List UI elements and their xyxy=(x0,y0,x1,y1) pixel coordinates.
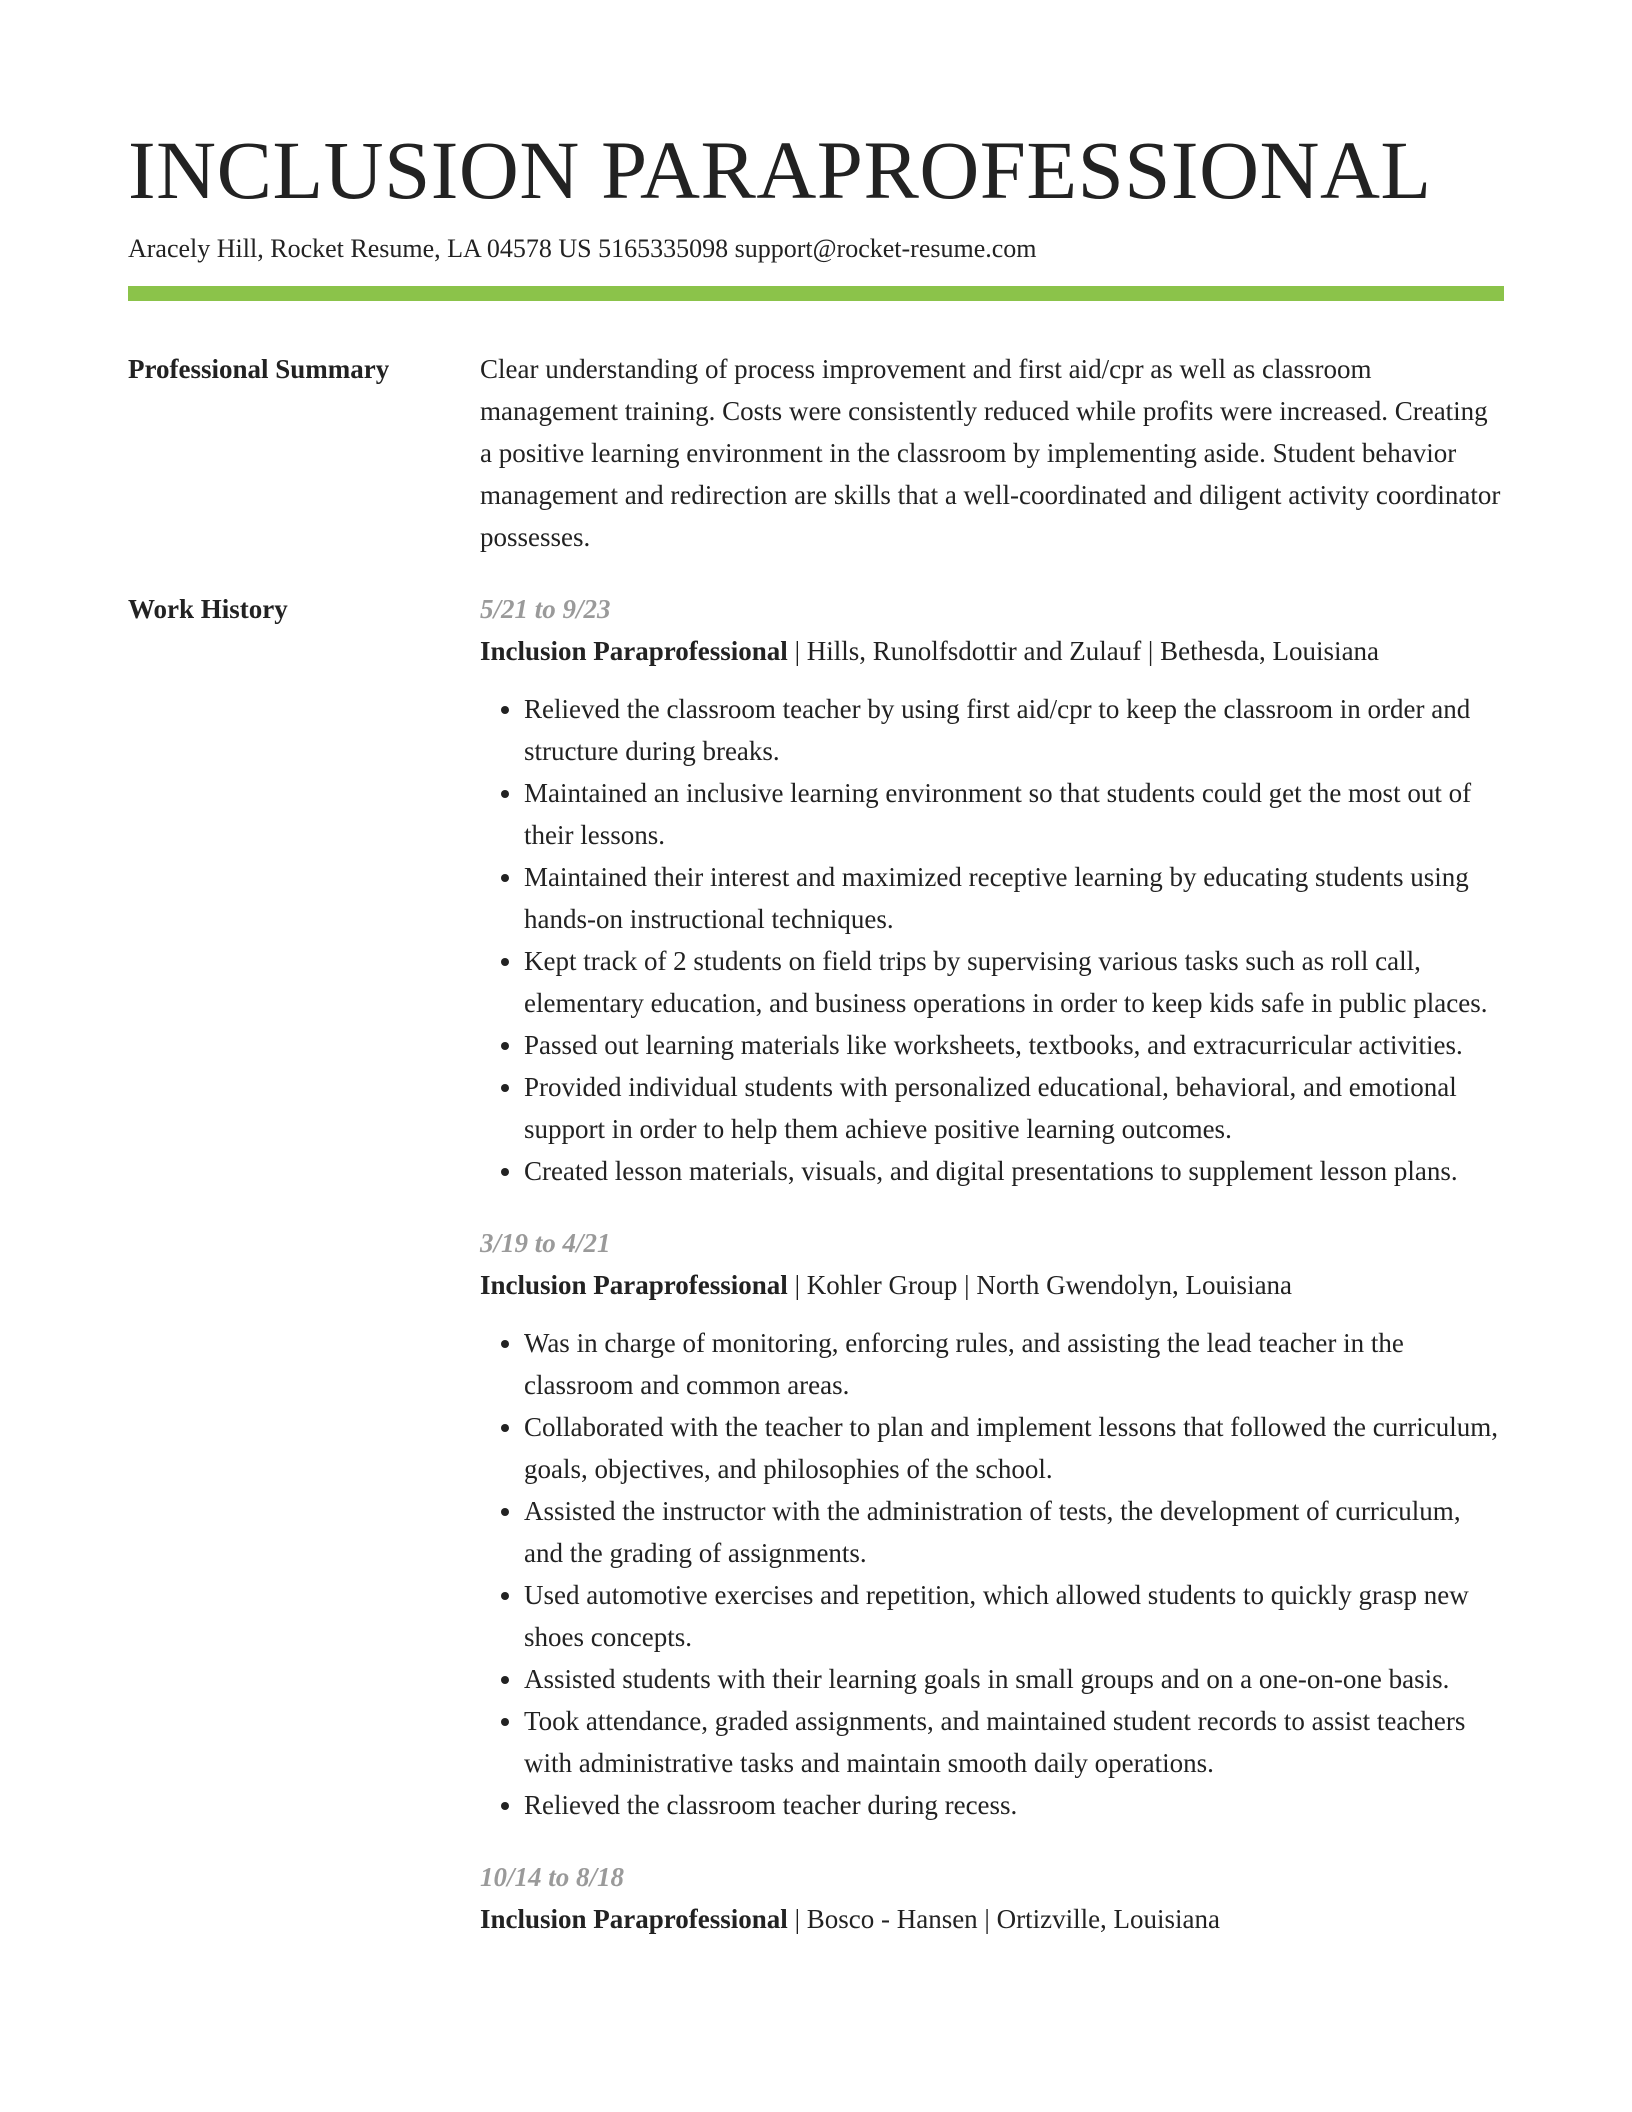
job-bullet: • Provided individual students with personalized educational, behavioral, and emotional support in order to help them achieve positive learning outcomes. xyxy=(524,1066,1504,1150)
job-bullet: • Kept track of 2 students on field trips by supervising various tasks such as roll call, elementary education, and business operations in order to keep kids safe in public places. xyxy=(524,940,1504,1024)
job-dates: 5/21 to 9/23 xyxy=(480,594,611,624)
job-heading xyxy=(480,630,1504,672)
summary-label: Professional Summary xyxy=(128,354,390,384)
job-entry xyxy=(480,1856,1504,1940)
job-title: Inclusion Paraprofessional xyxy=(480,636,788,666)
job-bullet-list xyxy=(480,688,1504,1192)
job-entry xyxy=(480,1222,1504,1826)
job-dates: 3/19 to 4/21 xyxy=(480,1228,611,1258)
job-details: | Kohler Group | North Gwendolyn, Louisiana xyxy=(787,1270,1293,1300)
accent-divider xyxy=(128,286,1504,301)
summary-body xyxy=(480,348,1504,558)
job-bullet-list xyxy=(480,1322,1504,1826)
job-bullet: • Maintained an inclusive learning environment so that students could get the most out of their lessons. xyxy=(524,772,1504,856)
job-bullet: • Relieved the classroom teacher during recess. xyxy=(524,1784,1504,1826)
job-dates: 10/14 to 8/18 xyxy=(480,1862,625,1892)
job-bullet: • Relieved the classroom teacher by using first aid/cpr to keep the classroom in order and structure during breaks. xyxy=(524,688,1504,772)
work-history-label: Work History xyxy=(128,594,288,624)
job-bullet: • Was in charge of monitoring, enforcing rules, and assisting the lead teacher in the classroom and common areas. xyxy=(524,1322,1504,1406)
job-bullet: • Maintained their interest and maximized receptive learning by educating students using hands-on instructional techniques. xyxy=(524,856,1504,940)
summary-text: Clear understanding of process improvement and first aid/cpr as well as classroom management training. Costs were consistently reduced while profits were increased. Creating a positive learning environment in the classroom by implementing aside. Student behavior management and redirection are skills that a well-coordinated and diligent activity coordinator possesses. xyxy=(480,354,1501,552)
job-heading xyxy=(480,1898,1504,1940)
job-heading xyxy=(480,1264,1504,1306)
job-details: | Bosco - Hansen | Ortizville, Louisiana xyxy=(787,1904,1221,1934)
work-history-body xyxy=(480,588,1504,1970)
job-details: | Hills, Runolfsdottir and Zulauf | Bethesda, Louisiana xyxy=(787,636,1380,666)
job-bullet: • Passed out learning materials like worksheets, textbooks, and extracurricular activities. xyxy=(524,1024,1504,1066)
job-bullet: • Took attendance, graded assignments, and maintained student records to assist teachers with administrative tasks and maintain smooth daily operations. xyxy=(524,1700,1504,1784)
contact-line: Aracely Hill, Rocket Resume, LA 04578 US 5165335098 support@rocket-resume.com xyxy=(128,234,1037,263)
job-bullet: • Used automotive exercises and repetition, which allowed students to quickly grasp new shoes concepts. xyxy=(524,1574,1504,1658)
job-bullet: • Created lesson materials, visuals, and digital presentations to supplement lesson plans. xyxy=(524,1150,1504,1192)
job-entry xyxy=(480,588,1504,1192)
job-title: Inclusion Paraprofessional xyxy=(480,1904,788,1934)
resume-title: INCLUSION PARAPROFESSIONAL xyxy=(128,124,1432,216)
job-bullet: • Assisted students with their learning goals in small groups and on a one-on-one basis. xyxy=(524,1658,1504,1700)
job-title: Inclusion Paraprofessional xyxy=(480,1270,788,1300)
job-bullet: • Assisted the instructor with the administration of tests, the development of curriculum, and the grading of assignments. xyxy=(524,1490,1504,1574)
job-bullet: • Collaborated with the teacher to plan and implement lessons that followed the curriculum, goals, objectives, and philosophies of the school. xyxy=(524,1406,1504,1490)
